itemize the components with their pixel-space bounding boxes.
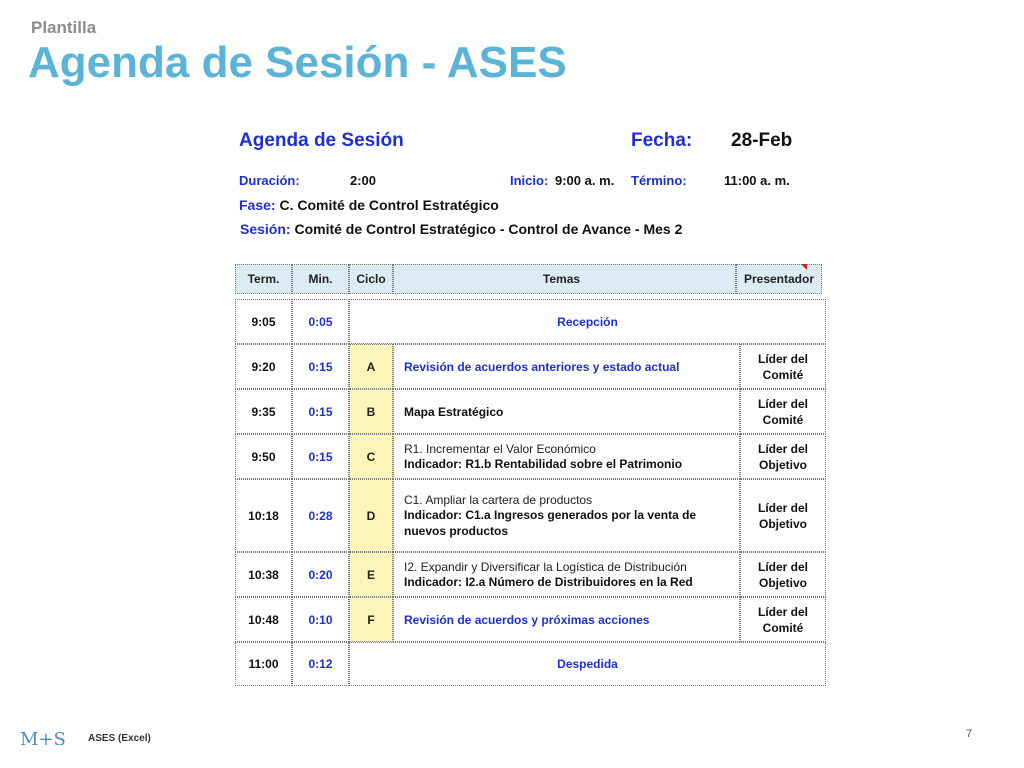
col-header-min: Min. bbox=[292, 264, 349, 294]
presentador-cell bbox=[740, 597, 826, 642]
temas-cell: Recepción bbox=[349, 299, 826, 344]
temas-cell bbox=[393, 479, 740, 552]
temas-cell: Despedida bbox=[349, 642, 826, 686]
min-cell: 0:20 bbox=[292, 552, 349, 597]
ciclo-cell: A bbox=[349, 344, 393, 389]
temas-indicator: Indicador: R1.b Rentabilidad sobre el Patrimonio bbox=[404, 456, 683, 471]
presentador-cell bbox=[740, 434, 826, 479]
term-cell: 9:35 bbox=[235, 389, 292, 434]
ciclo-cell: B bbox=[349, 389, 393, 434]
presentador-line2: Comité bbox=[762, 412, 804, 427]
presentador-line2: Objetivo bbox=[758, 575, 807, 590]
temas-objective: R1. Incrementar el Valor Económico bbox=[404, 441, 596, 456]
col-header-presentador: Presentador bbox=[736, 264, 822, 294]
term-cell: 11:00 bbox=[235, 642, 292, 686]
table-row bbox=[235, 597, 826, 642]
term-cell: 10:48 bbox=[235, 597, 292, 642]
temas-cell: Mapa Estratégico bbox=[393, 389, 740, 434]
temas-objective: I2. Expandir y Diversificar la Logística de Distribución bbox=[404, 559, 687, 574]
duracion-value: 2:00 bbox=[350, 173, 377, 188]
temas-cell: Revisión de acuerdos y próximas acciones bbox=[393, 597, 740, 642]
footer-text: ASES (Excel) bbox=[88, 733, 151, 744]
termino-label: Término: bbox=[631, 173, 687, 188]
min-cell: 0:28 bbox=[292, 479, 349, 552]
agenda-table bbox=[235, 299, 826, 686]
duracion-label: Duración: bbox=[239, 173, 300, 188]
presentador-line1: Líder del bbox=[757, 559, 808, 574]
slide-subtitle: Plantilla bbox=[31, 18, 97, 37]
sheet-title: Agenda de Sesión bbox=[239, 130, 404, 151]
table-row bbox=[235, 389, 826, 434]
term-cell: 9:50 bbox=[235, 434, 292, 479]
inicio-value: 9:00 a. m. bbox=[555, 173, 615, 188]
sesion-label: Sesión: bbox=[240, 221, 291, 237]
presentador-line1: Líder del bbox=[757, 500, 808, 515]
table-row bbox=[235, 299, 826, 344]
company-logo: M+S bbox=[20, 729, 66, 750]
fase-value: C. Comité de Control Estratégico bbox=[279, 197, 499, 213]
presentador-line2: Comité bbox=[762, 620, 804, 635]
presentador-line2: Comité bbox=[762, 367, 804, 382]
table-row bbox=[235, 552, 826, 597]
sesion-line bbox=[240, 221, 682, 237]
agenda-table-header bbox=[235, 264, 822, 294]
page-number: 7 bbox=[966, 728, 973, 740]
min-cell: 0:15 bbox=[292, 434, 349, 479]
table-row bbox=[235, 479, 826, 552]
presentador-line2: Objetivo bbox=[758, 457, 807, 472]
min-cell: 0:15 bbox=[292, 344, 349, 389]
term-cell: 10:38 bbox=[235, 552, 292, 597]
fase-line bbox=[239, 197, 499, 213]
min-cell: 0:12 bbox=[292, 642, 349, 686]
fecha-label: Fecha: bbox=[631, 130, 693, 151]
temas-indicator: Indicador: I2.a Número de Distribuidores en la Red bbox=[404, 574, 693, 589]
presentador-line1: Líder del bbox=[757, 604, 808, 619]
temas-indicator: Indicador: C1.a Ingresos generados por la venta de nuevos productos bbox=[404, 507, 697, 538]
comment-marker bbox=[801, 264, 807, 270]
ciclo-cell: E bbox=[349, 552, 393, 597]
fase-label: Fase: bbox=[239, 197, 276, 213]
table-row bbox=[235, 434, 826, 479]
temas-cell bbox=[393, 434, 740, 479]
presentador-cell bbox=[740, 389, 826, 434]
table-row bbox=[235, 642, 826, 686]
presentador-line2: Objetivo bbox=[758, 516, 807, 531]
temas-objective: C1. Ampliar la cartera de productos bbox=[404, 492, 593, 507]
presentador-line1: Líder del bbox=[757, 396, 808, 411]
presentador-line1: Líder del bbox=[757, 441, 808, 456]
temas-cell: Revisión de acuerdos anteriores y estado actual bbox=[393, 344, 740, 389]
col-header-term: Term. bbox=[235, 264, 292, 294]
col-header-temas: Temas bbox=[393, 264, 736, 294]
table-row bbox=[235, 344, 826, 389]
presentador-cell bbox=[740, 344, 826, 389]
ciclo-cell: D bbox=[349, 479, 393, 552]
ciclo-cell: F bbox=[349, 597, 393, 642]
term-cell: 9:20 bbox=[235, 344, 292, 389]
term-cell: 9:05 bbox=[235, 299, 292, 344]
inicio-label: Inicio: bbox=[510, 173, 549, 188]
temas-cell bbox=[393, 552, 740, 597]
presentador-cell bbox=[740, 552, 826, 597]
min-cell: 0:05 bbox=[292, 299, 349, 344]
presentador-line1: Líder del bbox=[757, 351, 808, 366]
termino-value: 11:00 a. m. bbox=[724, 173, 790, 188]
col-header-ciclo: Ciclo bbox=[349, 264, 393, 294]
min-cell: 0:10 bbox=[292, 597, 349, 642]
fecha-value: 28-Feb bbox=[731, 130, 793, 151]
slide-title: Agenda de Sesión - ASES bbox=[28, 38, 567, 87]
ciclo-cell: C bbox=[349, 434, 393, 479]
min-cell: 0:15 bbox=[292, 389, 349, 434]
presentador-cell bbox=[740, 479, 826, 552]
term-cell: 10:18 bbox=[235, 479, 292, 552]
sesion-value: Comité de Control Estratégico - Control de Avance - Mes 2 bbox=[294, 221, 683, 237]
